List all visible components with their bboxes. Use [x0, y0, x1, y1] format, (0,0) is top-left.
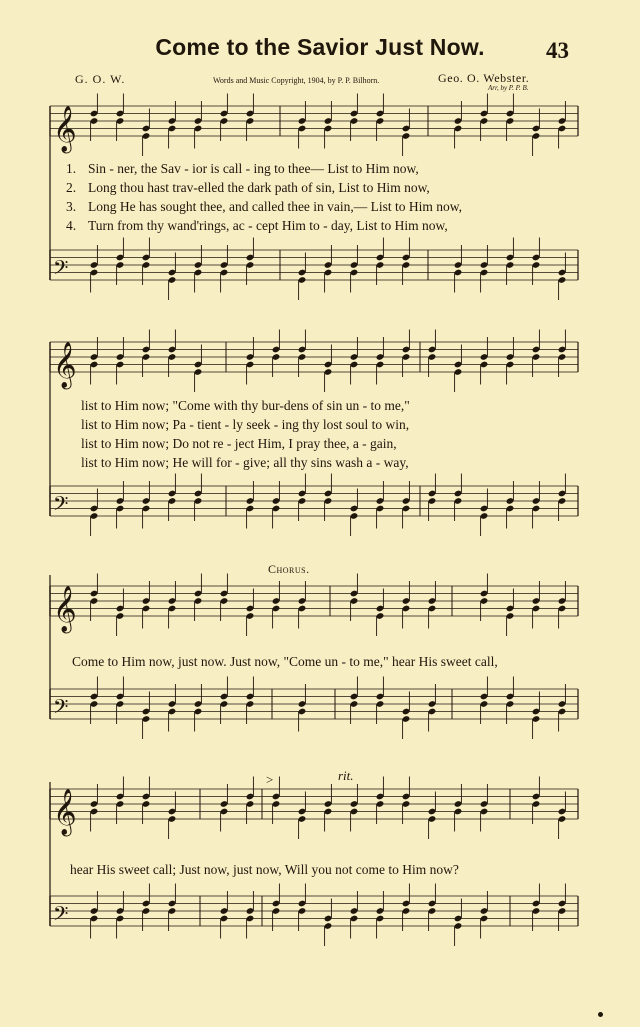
verse-number: 1. [66, 161, 77, 176]
hymn-title: Come to the Savior Just Now. [155, 34, 485, 60]
composer-credit: Geo. O. Webster. [438, 71, 530, 85]
bass-clef-icon: 𝄢 [53, 902, 69, 930]
treble-clef-icon: 𝄞 [53, 789, 77, 835]
verse-continuation-3: list to Him now; Do not re - ject Him, I pray thee, a - gain, [81, 436, 397, 451]
chorus-lyric-2: hear His sweet call; Just now, just now, Will you not come to Him now? [70, 862, 459, 877]
arranger-credit: Arr, by P. P. B. [488, 84, 529, 92]
page-speck [598, 1012, 603, 1017]
verse-text: Long thou hast trav-elled the dark path of sin, List to Him now, [88, 180, 430, 195]
verse-line-4 [66, 218, 566, 234]
page-number: 43 [546, 38, 569, 63]
accent-mark: > [266, 772, 274, 787]
verse-line-1 [66, 161, 566, 177]
lyricist-credit: G. O. W. [75, 72, 126, 86]
verse-continuation-2: list to Him now; Pa - tient - ly seek - ing thy lost soul to win, [81, 417, 410, 432]
bass-clef-icon: 𝄢 [53, 256, 69, 284]
treble-clef-icon: 𝄞 [53, 106, 77, 152]
verse-text: Long He has sought thee, and called thee in vain,— List to Him now, [88, 199, 463, 214]
bass-clef-icon: 𝄢 [53, 695, 69, 723]
verse-number: 4. [66, 218, 77, 233]
verse-number: 3. [66, 199, 77, 214]
verse-continuation-4: list to Him now; He will for - give; all thy sins wash a - way, [81, 455, 409, 470]
treble-clef-icon: 𝄞 [53, 586, 77, 632]
treble-clef-icon: 𝄞 [53, 342, 77, 388]
verse-line-2 [66, 180, 566, 196]
chorus-label: Chorus. [268, 562, 310, 576]
verse-text: Turn from thy wand'rings, ac - cept Him to - day, List to Him now, [88, 218, 448, 233]
chorus-lyric-1: Come to Him now, just now. Just now, "Come un - to me," hear His sweet call, [72, 654, 498, 669]
verse-line-3 [66, 199, 566, 215]
verse-text: Sin - ner, the Sav - ior is call - ing to thee— List to Him now, [88, 161, 419, 176]
verse-number: 2. [66, 180, 77, 195]
ritardando-mark: rit. [338, 768, 354, 783]
bass-clef-icon: 𝄢 [53, 492, 69, 520]
verse-continuation-1: list to Him now; "Come with thy bur-dens of sin un - to me," [81, 398, 410, 413]
copyright-notice: Words and Music Copyright, 1904, by P. P. Bilhorn. [213, 76, 380, 85]
